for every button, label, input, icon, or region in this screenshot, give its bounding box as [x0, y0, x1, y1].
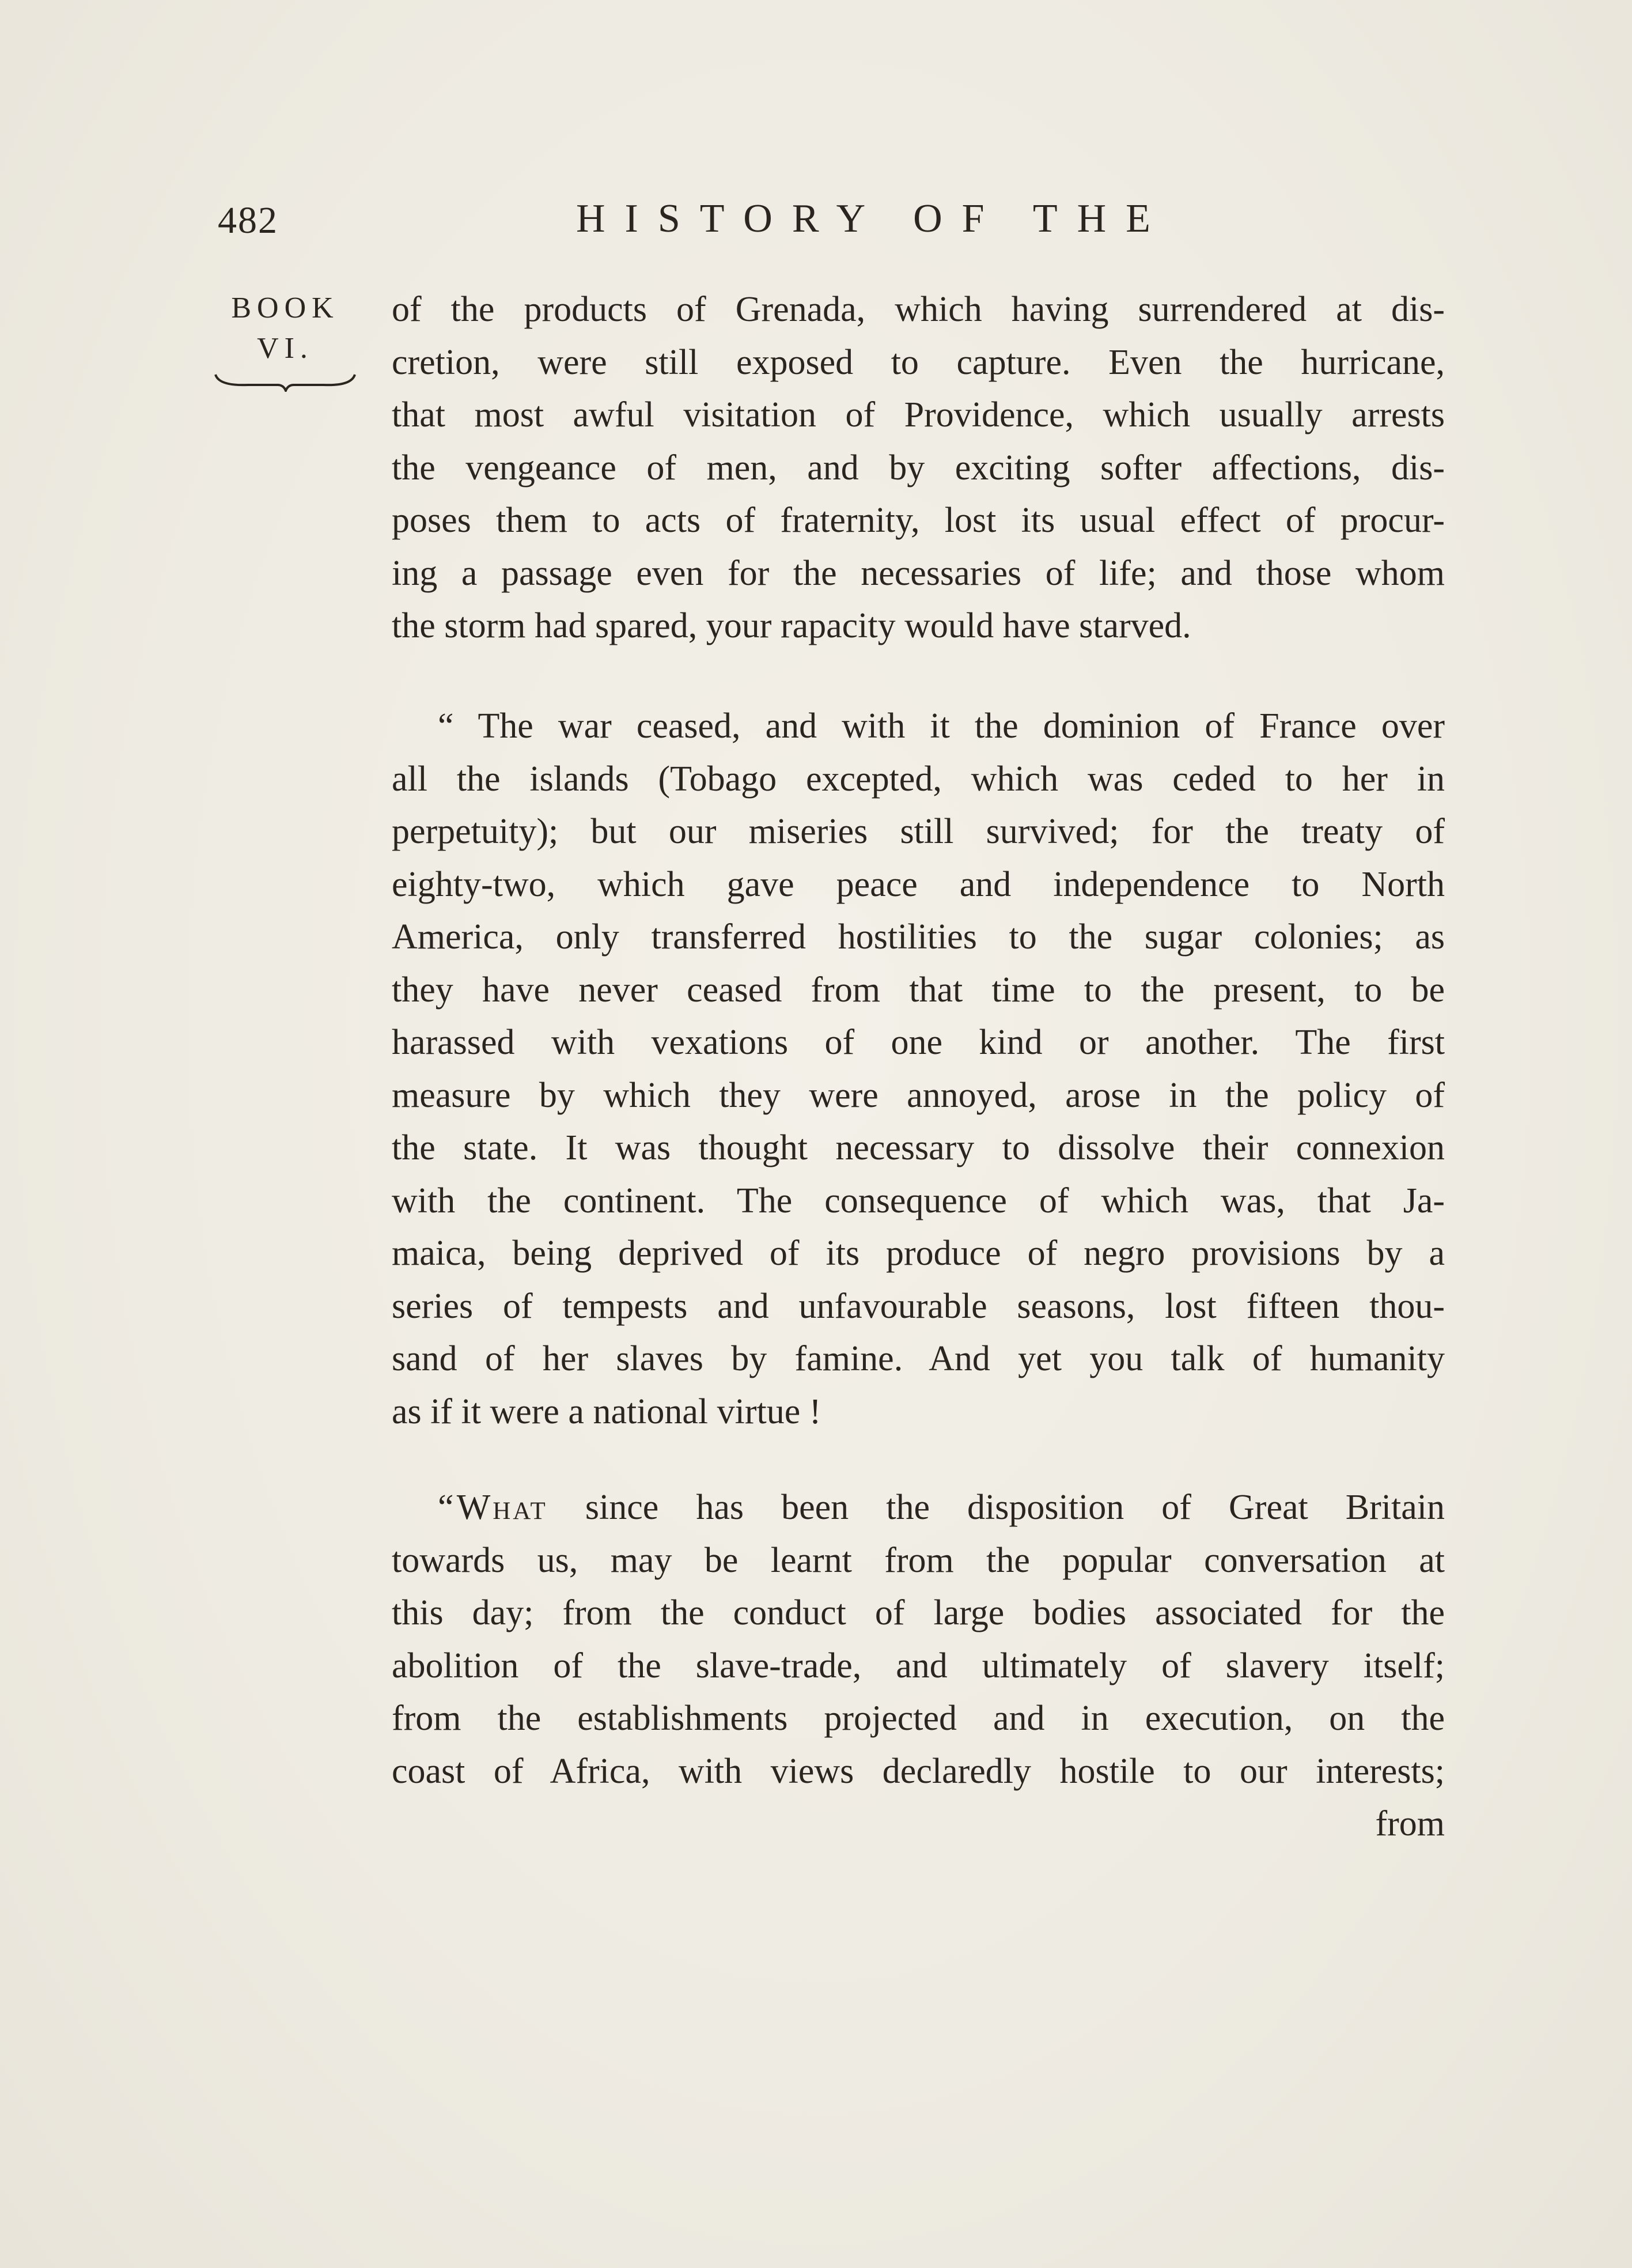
text-line: from the establishments projected and in execution, on the — [392, 1699, 1445, 1738]
text-line: America, only transferred hostilities to the sugar colonies; as — [392, 917, 1445, 957]
text-line: maica, being deprived of its produce of negro provisions by a — [392, 1234, 1445, 1273]
text-line: coast of Africa, with views declaredly hostile to our interests; — [392, 1751, 1445, 1791]
text-line: the state. It was thought necessary to dissolve their connexion — [392, 1128, 1445, 1167]
text-line: perpetuity); but our miseries still survived; for the treaty of — [392, 812, 1445, 851]
text-line: cretion, were still exposed to capture. Even the hurricane, — [392, 342, 1445, 382]
text-line: series of tempests and unfavourable seasons, lost fifteen thou- — [392, 1286, 1445, 1326]
text-line: measure by which they were annoyed, arose in the policy of — [392, 1075, 1445, 1115]
paragraph-2 — [392, 700, 1445, 1438]
text-line-rest: since has been the disposition of Great Britain — [547, 1488, 1445, 1527]
text-line: sand of her slaves by famine. And yet you talk of humanity — [392, 1339, 1445, 1378]
text-line: the storm had spared, your rapacity would have starved. — [392, 606, 1191, 645]
text-line: ing a passage even for the necessaries of life; and those whom — [392, 553, 1445, 593]
paragraph-3 — [392, 1481, 1445, 1851]
text-line: harassed with vexations of one kind or another. The first — [392, 1023, 1445, 1062]
text-line: all the islands (Tobago excepted, which was ceded to her in — [392, 759, 1445, 799]
text-line: they have never ceased from that time to the present, to be — [392, 970, 1445, 1010]
text-line: of the products of Grenada, which having surrendered at dis- — [392, 290, 1445, 329]
running-head: HISTORY OF THE — [576, 196, 1170, 241]
text-line: eighty-two, which gave peace and independence to North — [392, 864, 1445, 904]
paragraph-1 — [392, 284, 1445, 653]
text-line: the vengeance of men, and by exciting softer affections, dis- — [392, 448, 1445, 487]
page-number: 482 — [218, 199, 278, 241]
text-line: that most awful visitation of Providence, which usually arrests — [392, 395, 1445, 434]
margin-note — [210, 288, 360, 392]
brace-ornament — [213, 371, 357, 392]
text-line: poses them to acts of fraternity, lost its usual effect of procur- — [392, 501, 1445, 540]
text-line: as if it were a national virtue ! — [392, 1392, 821, 1431]
text-line: “ The war ceased, and with it the dominion of France over — [438, 706, 1445, 746]
book-label: BOOK — [231, 292, 339, 324]
catchword: from — [1375, 1804, 1445, 1843]
text-line: with the continent. The consequence of which was, that Ja- — [392, 1181, 1445, 1220]
text-line: “ What since has been the disposition of Great Britain — [438, 1488, 1445, 1527]
text-line: towards us, may be learnt from the popular conversation at — [392, 1540, 1445, 1580]
text-line: this day; from the conduct of large bodies associated for the — [392, 1593, 1445, 1632]
lead-word: What — [456, 1488, 548, 1527]
book-number: VI. — [257, 332, 313, 365]
text-line: abolition of the slave-trade, and ultimately of slavery itself; — [392, 1646, 1445, 1685]
